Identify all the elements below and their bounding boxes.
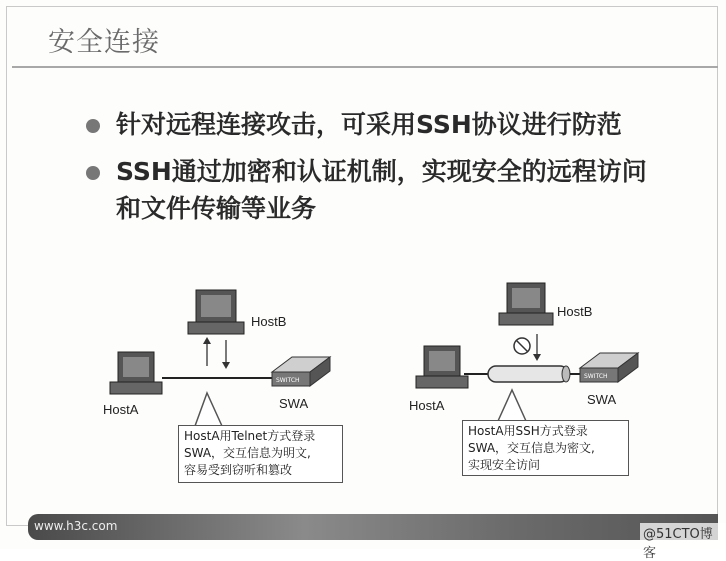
left-switch-badge: SWITCH: [276, 377, 300, 384]
bullet-item: [86, 106, 666, 143]
bullet-dot-icon: [86, 166, 100, 180]
left-link-arrow: [162, 373, 286, 383]
right-caption-box: [462, 420, 629, 476]
bullet-text: 针对远程连接攻击，可采用SSH协议进行防范: [116, 110, 622, 139]
bullet-text: SSH通过加密和认证机制，实现安全的远程访问和文件传输等业务: [116, 157, 647, 223]
caption-line: HostA用Telnet方式登录: [184, 429, 316, 443]
left-callout-pointer: [195, 393, 222, 426]
left-hosta-label: HostA: [103, 402, 139, 417]
left-hostb-label: HostB: [251, 314, 287, 329]
right-callout-pointer: [498, 390, 526, 421]
right-hosta-label: HostA: [409, 398, 445, 413]
footer-bar: [28, 514, 718, 540]
caption-line: 容易受到窃听和篡改: [184, 463, 293, 477]
left-caption-box: [178, 425, 343, 483]
right-encrypted-tunnel: [464, 366, 590, 382]
left-switch-icon: [272, 357, 330, 386]
bullet-list: [86, 106, 666, 237]
title-divider: [12, 66, 718, 68]
left-hostb-computer-icon: [188, 290, 244, 334]
left-switch-label: SWA: [279, 396, 309, 411]
caption-line: SWA，交互信息为密文,: [468, 441, 595, 455]
right-switch-icon: [580, 353, 638, 382]
left-hosta-computer-icon: [110, 352, 162, 394]
footer-url: www.h3c.com: [34, 519, 118, 533]
right-switch-badge: SWITCH: [584, 373, 608, 380]
network-diagram: [0, 270, 726, 430]
right-blocked-icon: [514, 334, 541, 361]
right-switch-label: SWA: [587, 392, 617, 407]
right-hosta-computer-icon: [416, 346, 468, 388]
bullet-dot-icon: [86, 119, 100, 133]
slide-title: 安全连接: [48, 27, 160, 58]
right-hostb-label: HostB: [557, 304, 593, 319]
right-hostb-computer-icon: [499, 283, 553, 325]
caption-line: HostA用SSH方式登录: [468, 424, 588, 438]
caption-line: 实现安全访问: [468, 458, 541, 472]
left-updown-arrows-icon: [203, 337, 230, 369]
caption-line: SWA，交互信息为明文,: [184, 446, 311, 460]
bullet-item: [86, 153, 666, 227]
watermark: @51CTO博客: [640, 523, 726, 561]
